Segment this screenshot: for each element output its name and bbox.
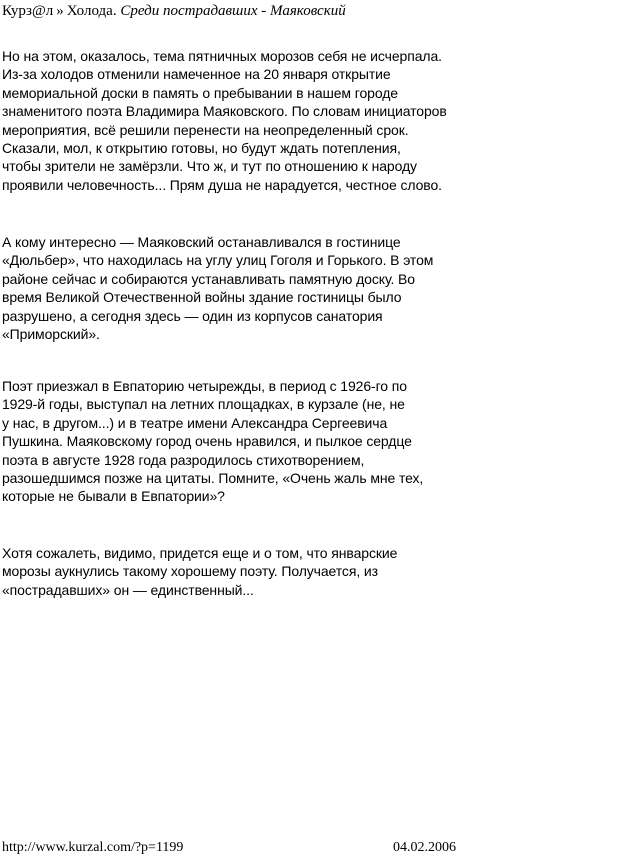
paragraph-line: Хотя сожалеть, видимо, придется еще и о том, что январские	[2, 545, 398, 561]
paragraph-line: Из-за холодов отменили намеченное на 20 января открытие	[2, 66, 391, 83]
paragraph-line: разрушено, а сегодня здесь — один из корпусов санатория	[2, 307, 383, 324]
paragraph-line: морозы аукнулись такому хорошему поэту. Получается, из	[2, 563, 378, 580]
article-paragraph	[2, 47, 532, 194]
site-name[interactable]: Курз@л	[2, 3, 54, 19]
article-title: Среди пострадавших - Маяковский	[120, 3, 346, 19]
paragraph-line: А кому интересно — Маяковский останавливался в гостинице	[2, 234, 401, 250]
page-header	[2, 1, 346, 21]
paragraph-line: 1929-й годы, выступал на летних площадках, в курзале (не, не	[2, 396, 405, 413]
paragraph-line: Пушкина. Маяковскому город очень нравился, и пылкое сердце	[2, 433, 412, 450]
article-paragraph	[2, 544, 532, 599]
article-paragraph	[2, 233, 532, 343]
paragraph-line: «пострадавших» он — единственный...	[2, 581, 254, 598]
paragraph-line: мероприятия, всё решили перенести на неопределенный срок.	[2, 121, 409, 138]
paragraph-line: у нас, в другом...) и в театре имени Александра Сергеевича	[2, 414, 388, 431]
section-name[interactable]: Холода.	[66, 3, 117, 19]
paragraph-line: Сказали, мол, к открытию готовы, но будут ждать потепления,	[2, 140, 401, 157]
article-paragraph	[2, 377, 532, 506]
paragraph-line: «Приморский».	[2, 326, 100, 343]
paragraph-line: Поэт приезжал в Евпаторию четырежды, в период с 1926-го по	[2, 378, 407, 394]
paragraph-line: знаменитого поэта Владимира Маяковского. По словам инициаторов	[2, 103, 447, 120]
breadcrumb-separator: »	[56, 3, 64, 19]
paragraph-line: проявили человечность... Прям душа не нарадуется, честное слово.	[2, 176, 442, 193]
paragraph-line: которые не бывали в Евпатории»?	[2, 488, 225, 505]
paragraph-line: мемориальной доски в память о пребывании в нашем городе	[2, 84, 398, 101]
paragraph-line: время Великой Отечественной войны здание гостиницы было	[2, 289, 402, 306]
publish-date: 04.02.2006	[393, 840, 456, 855]
paragraph-line: чтобы зрители не замёрзли. Что ж, и тут по отношению к народу	[2, 158, 417, 175]
paragraph-line: Но на этом, оказалось, тема пятничных морозов себя не исчерпала.	[2, 48, 442, 64]
paragraph-line: районе сейчас и собираются устанавливать памятную доску. Во	[2, 270, 415, 287]
paragraph-line: «Дюльбер», что находилась на углу улиц Гоголя и Горького. В этом	[2, 252, 434, 269]
paragraph-line: разошедшимся позже на цитаты. Помните, «Очень жаль мне тех,	[2, 470, 424, 487]
source-url[interactable]: http://www.kurzal.com/?p=1199	[2, 840, 184, 855]
paragraph-line: поэта в августе 1928 года разродилось стихотворением,	[2, 451, 365, 468]
